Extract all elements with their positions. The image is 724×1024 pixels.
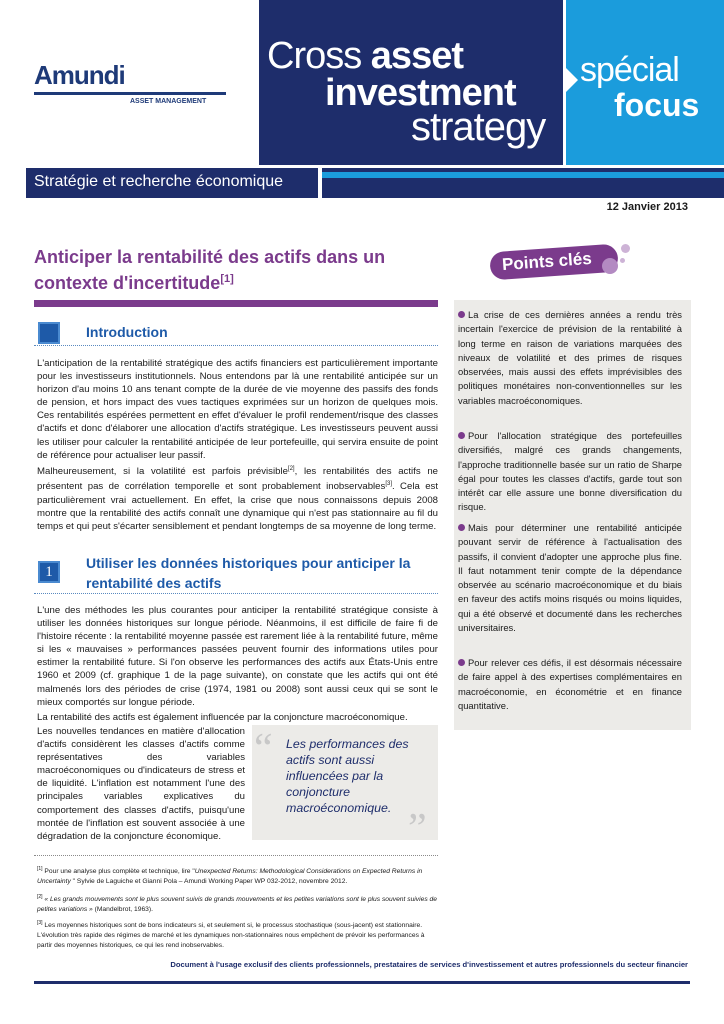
footnote-1-title: Unexpected Returns: Methodological Considerations on Expected Returns in Uncertainty	[37, 868, 423, 886]
section-1-paragraph-3: Les nouvelles tendances en matière d'allocation d'actifs considèrent les classes d'actifs comme représentatives des variables macroéconomiques ou d'indicateurs de stress et de liquidité. L'inflation est notamment l'une des principales variables explicatives du comportement des classes d'actifs, puisqu'une montée de l'inflation est souvent associée à une dégradation de la conjoncture économique.	[37, 726, 245, 842]
title-cross: Cross	[267, 35, 362, 77]
footnote-3	[37, 918, 438, 951]
section-divider	[34, 345, 438, 346]
pull-quote-text: Les performances des actifs sont aussi influencées par la conjoncture macroéconomique.	[286, 737, 409, 815]
article-title-text: Anticiper la rentabilité des actifs dans un contexte d'incertitude	[34, 247, 386, 293]
open-quote-icon: “	[254, 726, 273, 772]
key-points-label: Points clés	[501, 248, 593, 275]
banner-accent-stripe	[322, 172, 724, 178]
intro-p2-part-a: Malheureusement, si la volatilité est parfois prévisible	[37, 466, 288, 478]
logo-bar	[34, 92, 226, 95]
arrow-right-icon	[566, 68, 578, 92]
title-strategy: strategy	[411, 105, 546, 149]
bullet-icon	[458, 311, 465, 318]
key-point-text: La crise de ces dernières années a rendu très incertain l'exercice de prévision de la rentabilité à long terme en raison de variations marquées des niveaux de volatilité et des primes de risques observées, mais aussi des effets imprévisibles des politiques monétaires non-conventionnelles sur les variables macroéconomiques.	[458, 309, 682, 406]
article-title-ref[interactable]: [1]	[220, 273, 234, 285]
footnote-1-part-a: Pour une analyse plus complète et technique, lire "	[44, 868, 195, 876]
key-point-item	[458, 656, 682, 713]
footer-rule	[34, 981, 690, 984]
title-rule	[34, 300, 438, 307]
key-points-badge	[490, 244, 640, 280]
intro-p2-part-b: , les rentabilités des actifs ne présentent pas de corrélation temporelle et sont probablement inobservables	[37, 466, 438, 493]
decorative-dot-icon	[620, 258, 625, 263]
section-number-badge: 1	[38, 561, 60, 583]
footnote-ref-3[interactable]: [3]	[385, 481, 392, 488]
section-divider	[34, 593, 438, 594]
footnote-2-quote: « Les grands mouvements sont le plus souvent suivis de grands mouvements et les petites variations sont le plus souvent suivies de petites variations »	[37, 896, 437, 914]
intro-paragraph-2	[37, 463, 438, 533]
footnote-2-marker: [2]	[37, 894, 43, 900]
focus-label: focus	[614, 87, 700, 123]
key-point-text: Mais pour déterminer une rentabilité anticipée pouvant servir de référence à l'actualisation des passifs, il convient d'adopter une approche plus fine. Il faut notamment tenir compte de la dépendance observée au scénario macroéconomique et du biais en faveur des actifs moins risqués ou moins liquides, qui a été observé et documenté dans les recherches universitaires.	[458, 522, 682, 634]
section-banner	[26, 168, 318, 198]
bullet-icon	[458, 524, 465, 531]
title-line-1	[267, 37, 463, 75]
footer-disclaimer: Document à l'usage exclusif des clients professionnels, prestataires de services d'investissement et autres professionnels du secteur financier	[170, 960, 688, 969]
footnote-3-text: Les moyennes historiques sont de bons indicateurs si, et seulement si, le processus stochastique (sous-jacent) est stationnaire. L'évolution très rapide des régimes de marché et les dynamiques non-stationnaires nous empêchent de prévoir les performances à partir des moyennes historiques, ce qui les rend inobservables.	[37, 922, 425, 950]
close-quote-icon: ”	[408, 806, 427, 852]
footnote-divider	[34, 855, 438, 856]
decorative-dot-icon	[621, 244, 630, 253]
footnote-1-part-b: " Sylvie de Laguiche et Gianni Pola – Amundi Working Paper WP 032-2012, novembre 2012.	[70, 878, 348, 886]
section-1-heading: Utiliser les données historiques pour anticiper la rentabilité des actifs	[86, 555, 411, 591]
intro-paragraph-1: L'anticipation de la rentabilité stratégique des actifs financiers est particulièrement importante pour les investisseurs institutionnels. Nous entendons par là une rentabilité anticipée sur un horizon d'au moins 10 ans tenant compte de la durée de vie moyenne des passifs des fonds de pension, et hors impact des vues tactiques exprimées sur un horizon de quelques mois. Ces rentabilités espérées permettent en effet d'évaluer le profil rendement/risque des classes d'actifs et donc d'élaborer une allocation d'actifs stratégique. Les investisseurs peuvent aussi les utiliser pour calculer la rentabilité anticipée de leur portefeuille, qui servira ensuite de point de référence pour actualiser leur passif.	[37, 358, 438, 461]
title-investment: investment	[325, 72, 516, 114]
section-1-paragraph-2: La rentabilité des actifs est également influencée par la conjoncture macroéconomique.	[37, 712, 408, 723]
banner-label: Stratégie et recherche économique	[34, 173, 284, 190]
article-title	[34, 246, 434, 294]
footnote-3-marker: [3]	[37, 920, 43, 926]
bullet-icon	[458, 659, 465, 666]
title-asset: asset	[370, 35, 463, 77]
key-point-text: Pour l'allocation stratégique des portefeuilles diversifiés, malgré ces grands changements, l'approche traditionnelle basée sur un ratio de Sharpe égal pour toutes les classes d'actifs, garde tout son intérêt car elle assure une bonne diversification du risque.	[458, 430, 682, 513]
logo-name: Amundi	[34, 60, 125, 90]
section-square-icon	[38, 322, 60, 344]
footnote-2	[37, 892, 438, 915]
special-label: spécial	[580, 51, 679, 89]
key-point-item	[458, 429, 682, 515]
publication-title-block	[259, 0, 563, 165]
logo-subtitle: ASSET MANAGEMENT	[130, 98, 207, 105]
key-point-item	[458, 308, 682, 408]
amundi-logo	[34, 60, 226, 105]
footnote-1	[37, 864, 438, 887]
intro-p2-part-c: . Cela est particulièrement vrai actuellement. En effet, la crise que nous connaissons depuis 2008 montre que la rentabilité des actifs connaît une dynamique qui n'est pas stationnaire au fil du temps et qui peut s'écarter sensiblement et pendant longtemps de sa moyenne de long terme.	[37, 481, 438, 532]
special-focus-block	[566, 0, 724, 165]
bullet-icon	[458, 432, 465, 439]
key-point-text: Pour relever ces défis, il est désormais nécessaire de faire appel à des expertises complémentaires en macroéconomie, en économétrie et en finance quantitative.	[458, 657, 682, 711]
intro-heading: Introduction	[86, 324, 168, 340]
footnote-2-part-b: (Mandelbrot, 1963).	[92, 906, 153, 914]
footnote-ref-2[interactable]: [2]	[287, 466, 295, 472]
key-point-item	[458, 521, 682, 635]
decorative-dot-icon	[602, 258, 618, 274]
publication-date: 12 Janvier 2013	[606, 201, 688, 213]
footnote-1-marker: [1]	[37, 866, 43, 872]
section-1-paragraph-1: L'une des méthodes les plus courantes pour anticiper la rentabilité stratégique consiste à utiliser les données historiques sur longue période. Néanmoins, il est difficile de faire fi de l'histoire récente : la rentabilité moyenne passée est rarement liée à la rentabilité future, même si les « mauvaises » performances passées peuvent fournir des informations utiles pour estimer la rentabilité future. Si l'on observe les performances des actifs aux États-Unis entre 1960 et 2009 (cf. graphique 1 de la page suivante), on constate que les actifs qui ont été malmenés lors des périodes de crise (1974, 1981 ou 2008) sont aussi ceux qui se sont le mieux comportés sur longue période.	[37, 605, 438, 708]
